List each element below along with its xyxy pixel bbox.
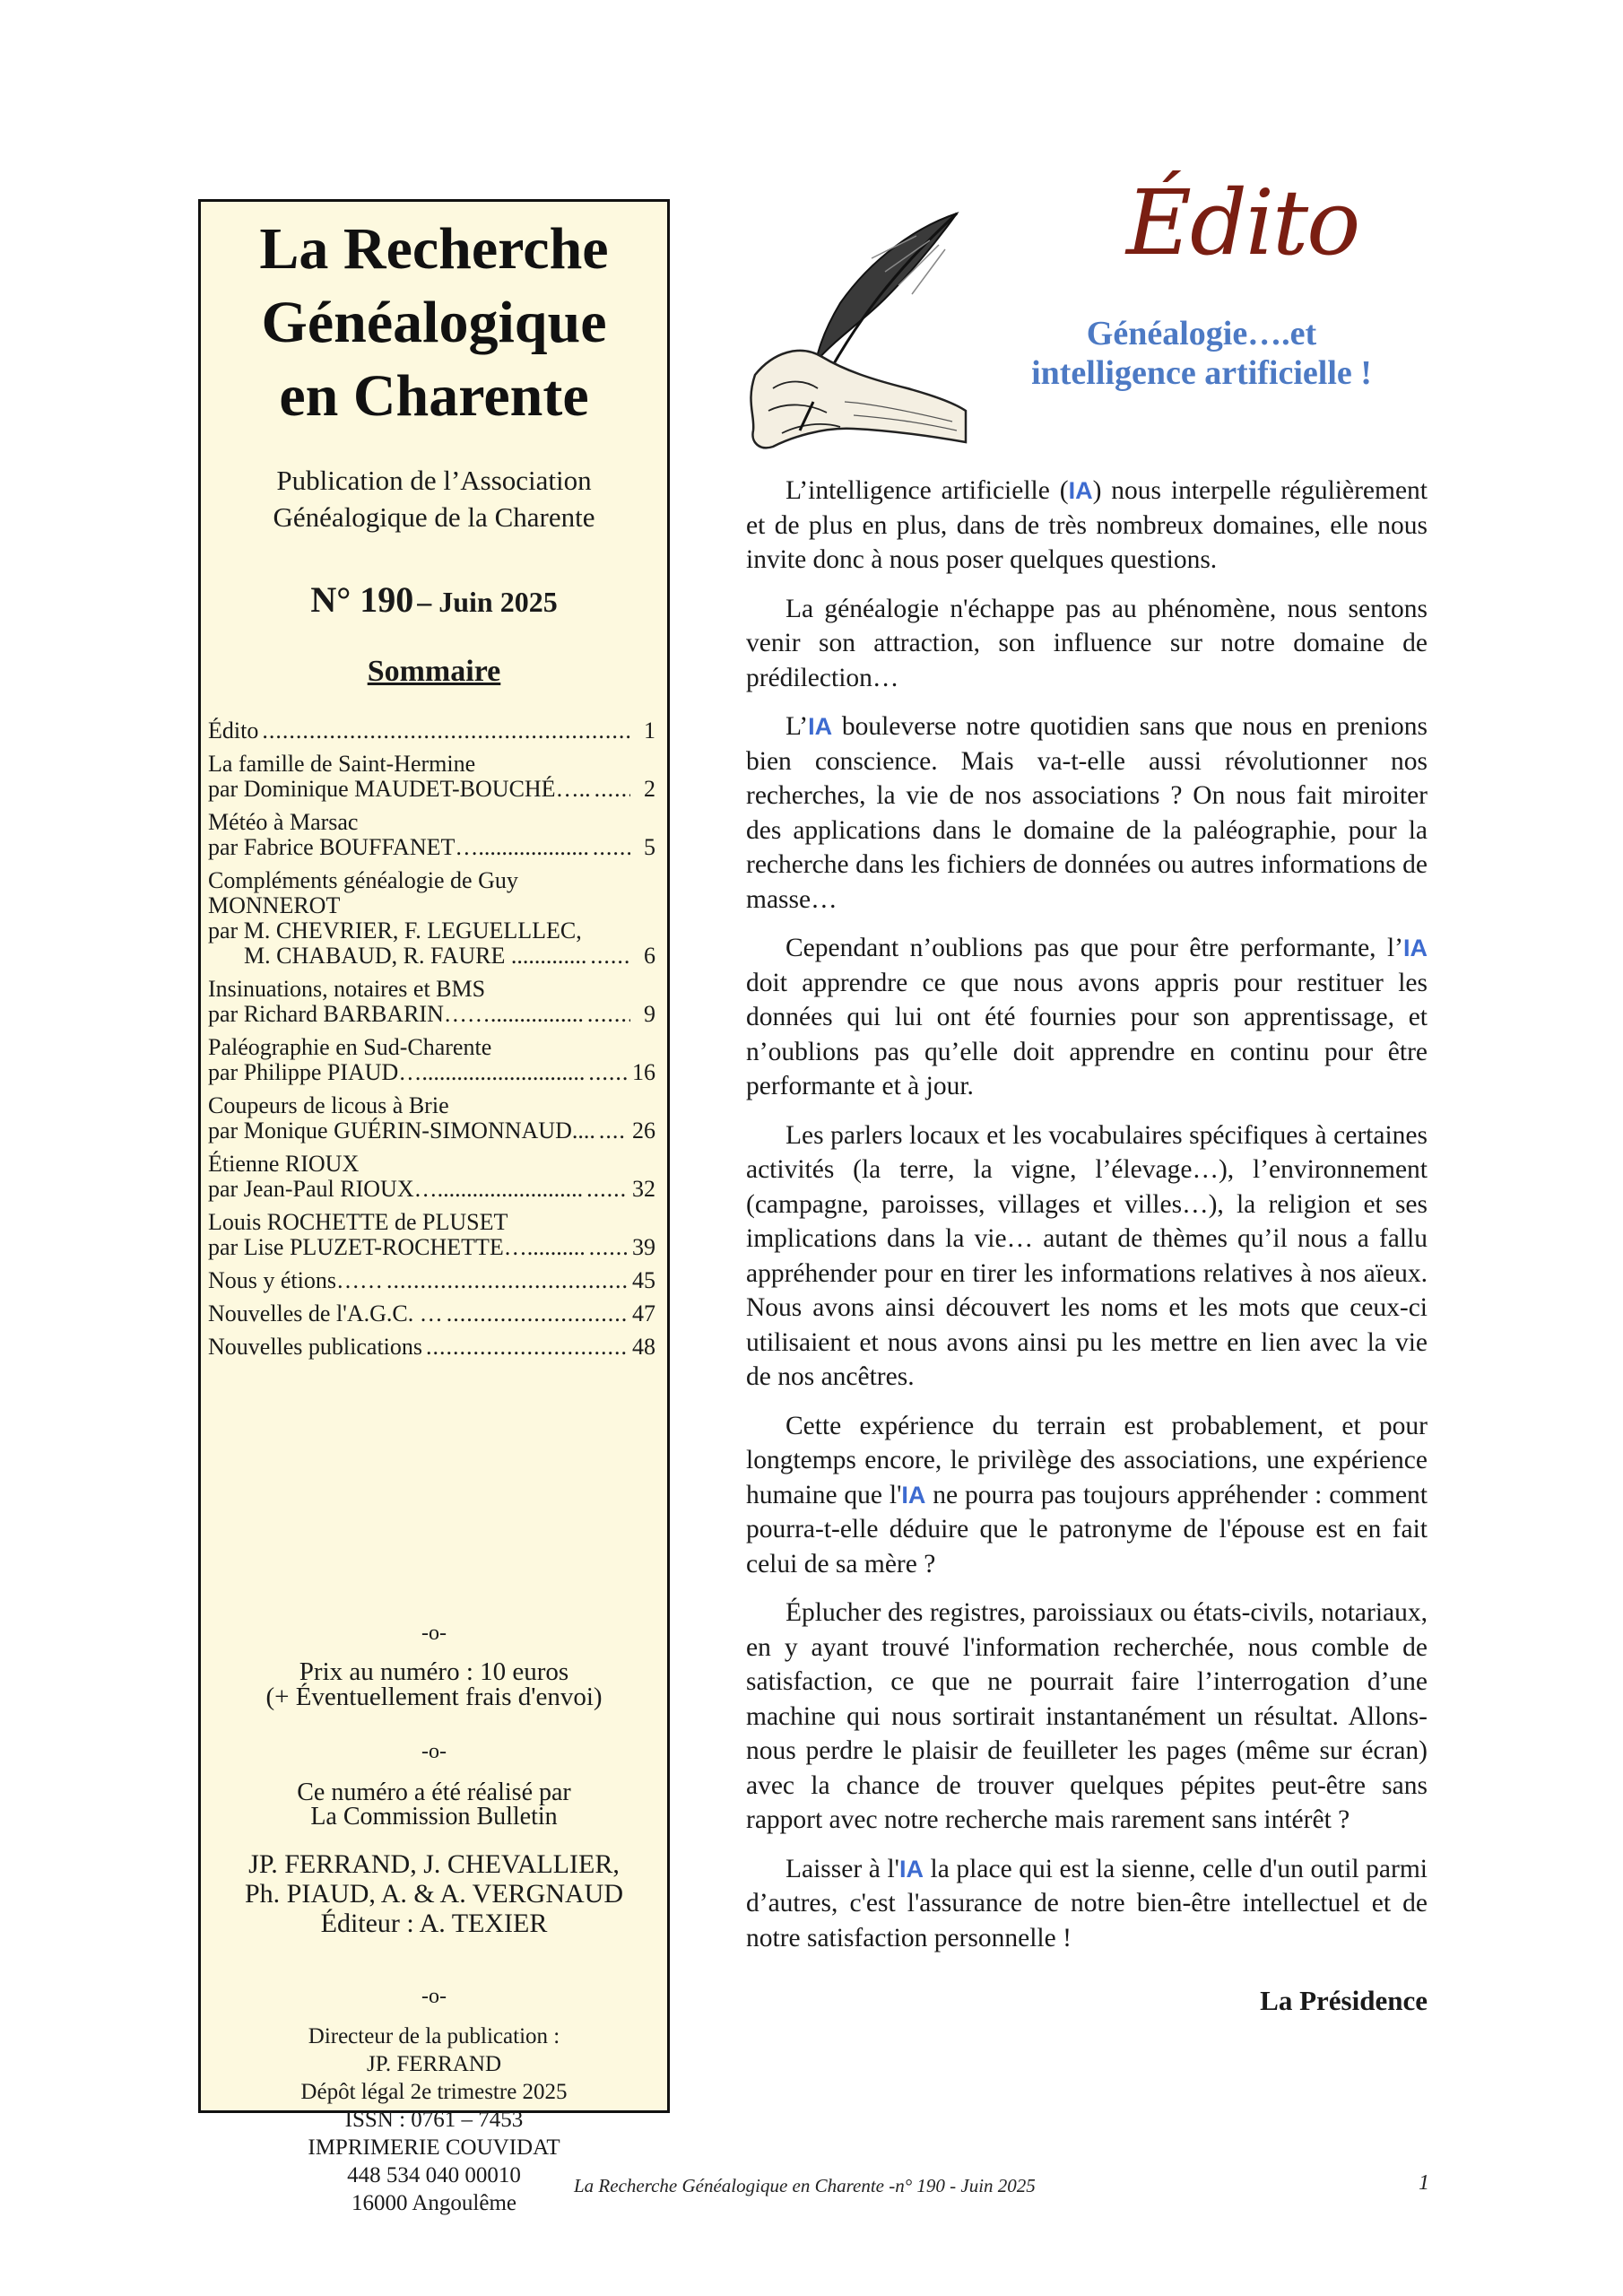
ia-highlight: IA xyxy=(1403,935,1428,961)
toc-entry[interactable]: Édito ..... 1 xyxy=(208,718,655,744)
paragraph: L’IA bouleverse notre quotidien sans que nous en prenions bien conscience. Mais va-t-elle aussi révolutionner nos recherches, la vie de nos associations ? On nous fait miroiter des applications dans le domaine de la paléographie, pour la recherche dans les fichiers de données ou autres informations de masse… xyxy=(746,712,1428,914)
price-info: Prix au numéro : 10 euros (+ Éventuellement frais d'envoi) xyxy=(265,1657,603,1711)
toc-page-number: 32 xyxy=(632,1176,655,1202)
toc-page-number: 6 xyxy=(644,943,655,969)
paragraph: Cependant n’oublions pas que pour être performante, l’IA doit apprendre ce que nous avons appris pour restituer les données qui lui ont été fournies pour son apprentissage, et n’oublions pas qu’elle doit apprendre en continu pour être performante et à jour. xyxy=(746,934,1428,1100)
paragraph: Les parlers locaux et les vocabulaires spécifiques à certaines activités (la terre, la vigne, l’élevage…), l’environnement (campagne, paroisses, villages et villes…), la religion et ses implications dans la vie… autant de thèmes qu’il nous a fallu appréhender pour en tirer les informations relatives à nos aïeux. Nous avons ainsi découvert les noms et les mots que ceux-ci utilisaient et nous avons ainsi pu les mettre en lien avec la vie de nos ancêtres. xyxy=(746,1120,1428,1391)
table-of-contents xyxy=(208,718,655,1368)
toc-page-number: 2 xyxy=(644,776,655,802)
separator: -o- xyxy=(421,1740,447,1763)
toc-page-number: 5 xyxy=(644,834,655,860)
sidebar-summary-box xyxy=(198,199,670,2215)
edito-article xyxy=(746,474,1428,1970)
toc-entry[interactable]: Météo à Marsac par Fabrice BOUFFANET…................... ..... 5 xyxy=(208,810,655,860)
toc-entry[interactable]: La famille de Saint-Hermine par Dominique MAUDET-BOUCHÉ….. ..... 2 xyxy=(208,752,655,802)
credits-intro: Ce numéro a été réalisé par La Commission Bulletin xyxy=(297,1779,571,1831)
toc-entry[interactable]: Coupeurs de licous à Brie par Monique GUÉRIN-SIMONNAUD.... ..... 26 xyxy=(208,1093,655,1144)
toc-entry[interactable]: Nous y étions…… ..... 45 xyxy=(208,1268,655,1293)
toc-page-number: 1 xyxy=(644,718,655,744)
edito-title: Édito xyxy=(1126,170,1359,275)
footer-running-title: La Recherche Généalogique en Charente -n° 190 - Juin 2025 xyxy=(574,2175,1036,2196)
paragraph: Laisser à l'IA la place qui est la sienne, celle d'un outil parmi d’autres, c'est l'assurance de notre bien-être intellectuel et de notre satisfaction personnelle ! xyxy=(746,1854,1428,1952)
toc-page-number: 48 xyxy=(632,1334,655,1360)
ia-highlight: IA xyxy=(901,1481,926,1509)
ia-highlight: IA xyxy=(1068,477,1093,504)
ia-highlight: IA xyxy=(898,1855,924,1883)
sommaire-heading: Sommaire xyxy=(367,655,501,688)
toc-entry[interactable]: Nouvelles publications ..... 48 xyxy=(208,1335,655,1360)
ia-highlight: IA xyxy=(808,713,833,740)
quill-pen-illustration xyxy=(737,196,970,465)
separator: -o- xyxy=(421,1622,447,1645)
toc-entry[interactable]: Paléographie en Sud-Charente par Philippe PIAUD…............................ ..... 16 xyxy=(208,1035,655,1085)
toc-page-number: 45 xyxy=(632,1267,655,1293)
toc-page-number: 26 xyxy=(632,1118,655,1144)
toc-page-number: 16 xyxy=(632,1059,655,1085)
issue-number: N° 190 xyxy=(310,579,414,620)
issue-date: – Juin 2025 xyxy=(417,586,558,618)
separator: -o- xyxy=(421,1985,447,2008)
toc-entry[interactable]: Nouvelles de l'A.G.C. … ..... 47 xyxy=(208,1301,655,1326)
paragraph: La généalogie n'échappe pas au phénomène, nous sentons venir son attraction, son influence sur notre domaine de prédilection… xyxy=(746,594,1428,692)
toc-page-number: 39 xyxy=(632,1234,655,1260)
publisher-line: Publication de l’Association Généalogique de la Charente xyxy=(273,465,595,533)
toc-entry[interactable]: Compléments généalogie de Guy MONNEROT par M. CHEVRIER, F. LEGUELLLEC, M. CHABAUD, R. FAURE ............. ..... 6 xyxy=(208,868,655,969)
edito-subtitle: Généalogie….et intelligence artificielle ! xyxy=(1031,315,1372,392)
paragraph: L’intelligence artificielle (IA) nous interpelle régulièrement et de plus en plus, dans de très nombreux domaines, elle nous invite donc à nous poser quelques questions. xyxy=(746,476,1428,574)
signature: La Présidence xyxy=(1260,1985,1428,2016)
page-number: 1 xyxy=(1419,2171,1429,2195)
paragraph: Éplucher des registres, paroissiaux ou états-civils, notariaux, en y ayant trouvé l'information recherchée, nous comble de satisfaction, ce que ne pourrait faire l’interrogation d’une machine qui nous sortirait instantanément un résultat. Allons-nous perdre le plaisir de feuilleter les pages (même sur écran) avec la chance de trouver quelques pépites peut-être sans rapport avec notre recherche mais rarement sans intérêt ? xyxy=(746,1598,1428,1834)
toc-entry[interactable]: Insinuations, notaires et BMS par Richard BARBARIN……................ ..... 9 xyxy=(208,977,655,1027)
toc-page-number: 9 xyxy=(644,1001,655,1027)
toc-entry[interactable]: Louis ROCHETTE de PLUSET par Lise PLUZET-ROCHETTE….......... ..... 39 xyxy=(208,1210,655,1260)
editorial-team: JP. FERRAND, J. CHEVALLIER, Ph. PIAUD, A. & A. VERGNAUD Éditeur : A. TEXIER xyxy=(245,1849,623,1938)
toc-entry[interactable]: Étienne RIOUX par Jean-Paul RIOUX…......................... ..... 32 xyxy=(208,1152,655,1202)
toc-page-number: 47 xyxy=(632,1300,655,1326)
legal-info: Directeur de la publication : JP. FERRAND Dépôt légal 2e trimestre 2025 ISSN : 0761 – 7453 IMPRIMERIE COUVIDAT 448 534 040 00010 16000 Angoulême xyxy=(300,2024,568,2215)
journal-title: La Recherche Généalogique en Charente xyxy=(259,216,609,429)
issue-info xyxy=(201,578,667,621)
paragraph: Cette expérience du terrain est probablement, et pour longtemps encore, le privilège des associations, une expérience humaine que l'IA ne pourra pas toujours appréhender : comment pourra-t-elle déduire que le patronyme de l'épouse est en fait celui de sa mère ? xyxy=(746,1411,1428,1578)
